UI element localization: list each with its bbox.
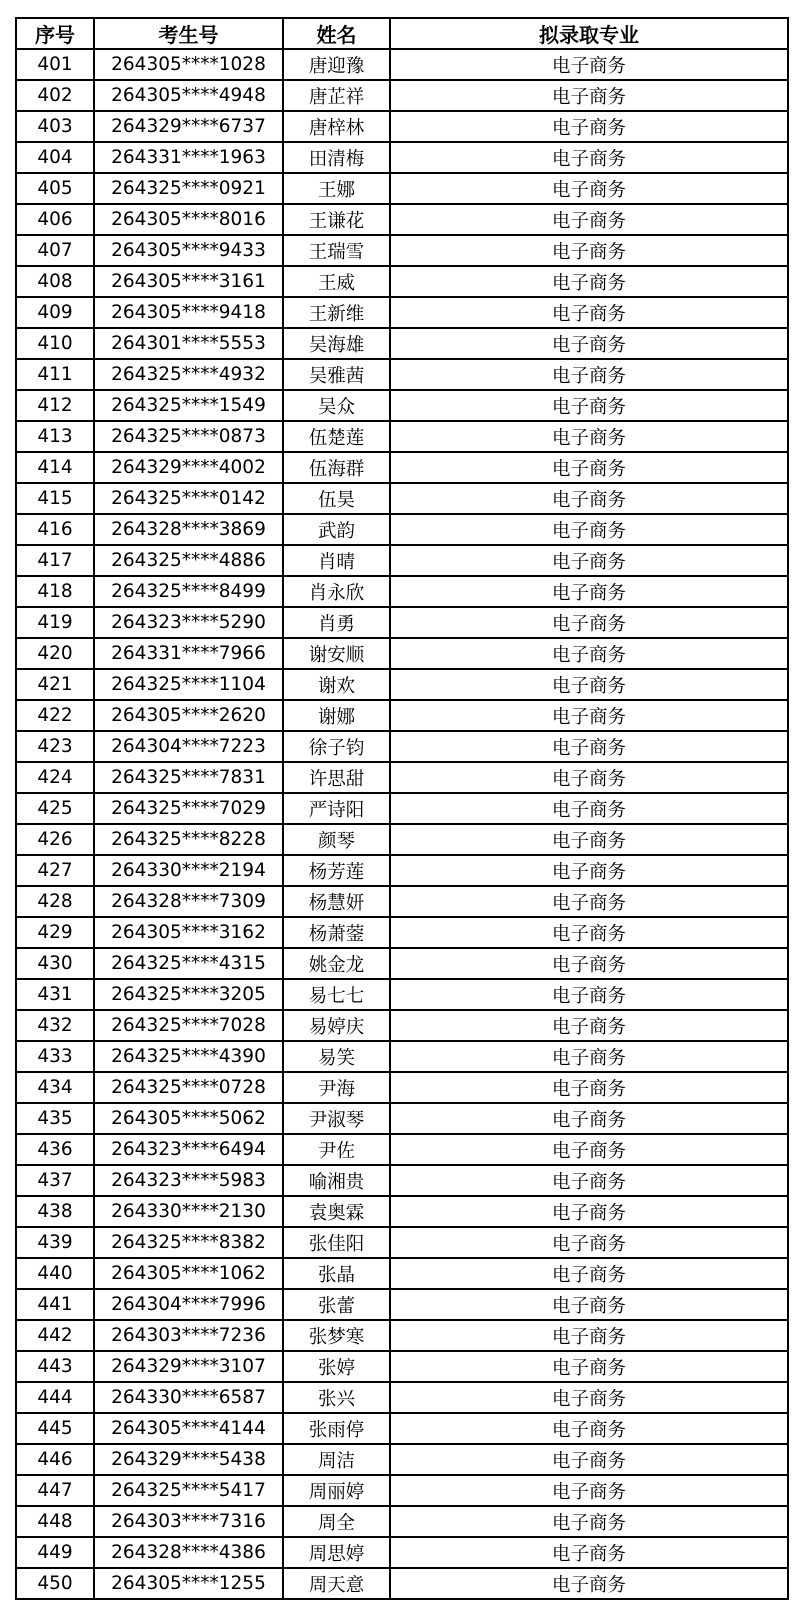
cell-candidate-number: 264303****7316 [94,1506,283,1537]
header-name: 姓名 [283,18,390,49]
cell-serial-number: 420 [16,638,94,669]
cell-candidate-number: 264305****1028 [94,49,283,80]
cell-candidate-number: 264305****4948 [94,80,283,111]
table-row [16,1413,788,1444]
cell-candidate-number: 264305****3162 [94,917,283,948]
table-body [16,49,788,1599]
cell-candidate-number: 264329****4002 [94,452,283,483]
cell-name: 张雨停 [283,1413,390,1444]
cell-candidate-number: 264328****3869 [94,514,283,545]
cell-name: 吴众 [283,390,390,421]
cell-admitted-major: 电子商务 [390,1568,788,1599]
cell-serial-number: 418 [16,576,94,607]
table-row [16,1072,788,1103]
cell-admitted-major: 电子商务 [390,1196,788,1227]
table-row [16,824,788,855]
cell-serial-number: 446 [16,1444,94,1475]
cell-admitted-major: 电子商务 [390,917,788,948]
cell-serial-number: 404 [16,142,94,173]
table-row [16,855,788,886]
cell-admitted-major: 电子商务 [390,886,788,917]
cell-admitted-major: 电子商务 [390,297,788,328]
cell-name: 杨萧蓥 [283,917,390,948]
cell-name: 周丽婷 [283,1475,390,1506]
table-row [16,793,788,824]
table-row [16,1134,788,1165]
cell-candidate-number: 264325****4886 [94,545,283,576]
table-row [16,173,788,204]
cell-admitted-major: 电子商务 [390,948,788,979]
cell-candidate-number: 264325****8382 [94,1227,283,1258]
cell-candidate-number: 264323****6494 [94,1134,283,1165]
cell-admitted-major: 电子商务 [390,1537,788,1568]
cell-name: 张蕾 [283,1289,390,1320]
cell-candidate-number: 264325****0921 [94,173,283,204]
cell-admitted-major: 电子商务 [390,1320,788,1351]
cell-admitted-major: 电子商务 [390,979,788,1010]
table-row [16,266,788,297]
cell-admitted-major: 电子商务 [390,1258,788,1289]
cell-serial-number: 410 [16,328,94,359]
cell-name: 周洁 [283,1444,390,1475]
cell-admitted-major: 电子商务 [390,204,788,235]
cell-name: 许思甜 [283,762,390,793]
table-row [16,886,788,917]
cell-serial-number: 445 [16,1413,94,1444]
cell-serial-number: 401 [16,49,94,80]
cell-serial-number: 427 [16,855,94,886]
table-row [16,1258,788,1289]
cell-candidate-number: 264325****5417 [94,1475,283,1506]
table-row [16,1568,788,1599]
cell-name: 张晶 [283,1258,390,1289]
cell-name: 王娜 [283,173,390,204]
table-row [16,1103,788,1134]
cell-admitted-major: 电子商务 [390,793,788,824]
cell-admitted-major: 电子商务 [390,1506,788,1537]
cell-serial-number: 403 [16,111,94,142]
cell-serial-number: 425 [16,793,94,824]
cell-serial-number: 447 [16,1475,94,1506]
cell-admitted-major: 电子商务 [390,824,788,855]
admission-table [15,17,789,1600]
table-row [16,1289,788,1320]
cell-serial-number: 402 [16,80,94,111]
table-row [16,1196,788,1227]
cell-serial-number: 422 [16,700,94,731]
cell-candidate-number: 264325****1104 [94,669,283,700]
table-row [16,545,788,576]
cell-name: 周天意 [283,1568,390,1599]
cell-serial-number: 440 [16,1258,94,1289]
cell-serial-number: 415 [16,483,94,514]
cell-candidate-number: 264323****5983 [94,1165,283,1196]
cell-name: 张婷 [283,1351,390,1382]
table-row [16,111,788,142]
table-row [16,483,788,514]
table-row [16,1475,788,1506]
table-row [16,1506,788,1537]
cell-name: 张佳阳 [283,1227,390,1258]
cell-admitted-major: 电子商务 [390,669,788,700]
cell-name: 尹佐 [283,1134,390,1165]
cell-candidate-number: 264325****7028 [94,1010,283,1041]
cell-serial-number: 433 [16,1041,94,1072]
table-row [16,1444,788,1475]
table-row [16,452,788,483]
cell-serial-number: 436 [16,1134,94,1165]
table-row [16,762,788,793]
cell-candidate-number: 264305****2620 [94,700,283,731]
cell-admitted-major: 电子商务 [390,1289,788,1320]
table-row [16,359,788,390]
cell-serial-number: 435 [16,1103,94,1134]
cell-name: 严诗阳 [283,793,390,824]
table-row [16,979,788,1010]
cell-name: 王新维 [283,297,390,328]
cell-admitted-major: 电子商务 [390,545,788,576]
table-row [16,1537,788,1568]
table-row [16,1010,788,1041]
table-row [16,514,788,545]
cell-admitted-major: 电子商务 [390,359,788,390]
cell-name: 肖永欣 [283,576,390,607]
cell-admitted-major: 电子商务 [390,1010,788,1041]
cell-admitted-major: 电子商务 [390,1041,788,1072]
cell-candidate-number: 264325****4932 [94,359,283,390]
cell-admitted-major: 电子商务 [390,1351,788,1382]
cell-candidate-number: 264305****5062 [94,1103,283,1134]
table-row [16,328,788,359]
table-row [16,1227,788,1258]
cell-admitted-major: 电子商务 [390,111,788,142]
cell-admitted-major: 电子商务 [390,142,788,173]
cell-candidate-number: 264325****0728 [94,1072,283,1103]
cell-candidate-number: 264328****7309 [94,886,283,917]
cell-candidate-number: 264325****8499 [94,576,283,607]
cell-name: 姚金龙 [283,948,390,979]
cell-serial-number: 426 [16,824,94,855]
cell-candidate-number: 264305****1255 [94,1568,283,1599]
cell-serial-number: 449 [16,1537,94,1568]
cell-candidate-number: 264330****6587 [94,1382,283,1413]
cell-name: 伍海群 [283,452,390,483]
cell-admitted-major: 电子商务 [390,514,788,545]
cell-name: 颜琴 [283,824,390,855]
cell-admitted-major: 电子商务 [390,576,788,607]
cell-name: 肖晴 [283,545,390,576]
cell-serial-number: 439 [16,1227,94,1258]
cell-candidate-number: 264330****2130 [94,1196,283,1227]
cell-name: 王威 [283,266,390,297]
cell-admitted-major: 电子商务 [390,80,788,111]
cell-admitted-major: 电子商务 [390,49,788,80]
cell-admitted-major: 电子商务 [390,390,788,421]
cell-name: 唐梓林 [283,111,390,142]
cell-candidate-number: 264325****1549 [94,390,283,421]
cell-candidate-number: 264329****6737 [94,111,283,142]
cell-name: 伍昊 [283,483,390,514]
header-row [16,18,788,49]
cell-candidate-number: 264330****2194 [94,855,283,886]
cell-serial-number: 429 [16,917,94,948]
cell-name: 易婷庆 [283,1010,390,1041]
table-row [16,948,788,979]
cell-name: 尹淑琴 [283,1103,390,1134]
cell-admitted-major: 电子商务 [390,607,788,638]
cell-serial-number: 412 [16,390,94,421]
cell-candidate-number: 264303****7236 [94,1320,283,1351]
cell-admitted-major: 电子商务 [390,1165,788,1196]
cell-serial-number: 424 [16,762,94,793]
cell-serial-number: 414 [16,452,94,483]
cell-name: 喻湘贵 [283,1165,390,1196]
cell-candidate-number: 264301****5553 [94,328,283,359]
cell-admitted-major: 电子商务 [390,1103,788,1134]
cell-serial-number: 450 [16,1568,94,1599]
cell-admitted-major: 电子商务 [390,452,788,483]
cell-serial-number: 407 [16,235,94,266]
table-row [16,204,788,235]
cell-serial-number: 430 [16,948,94,979]
cell-candidate-number: 264305****9418 [94,297,283,328]
cell-admitted-major: 电子商务 [390,638,788,669]
cell-admitted-major: 电子商务 [390,1134,788,1165]
table-row [16,607,788,638]
cell-candidate-number: 264325****7831 [94,762,283,793]
cell-name: 王谦花 [283,204,390,235]
cell-name: 武韵 [283,514,390,545]
cell-admitted-major: 电子商务 [390,328,788,359]
cell-candidate-number: 264325****4390 [94,1041,283,1072]
table-row [16,669,788,700]
cell-name: 谢安顺 [283,638,390,669]
cell-name: 张梦寒 [283,1320,390,1351]
cell-candidate-number: 264329****3107 [94,1351,283,1382]
cell-admitted-major: 电子商务 [390,1413,788,1444]
cell-name: 吴雅茜 [283,359,390,390]
cell-admitted-major: 电子商务 [390,1444,788,1475]
cell-serial-number: 423 [16,731,94,762]
table-row [16,421,788,452]
table-row [16,1382,788,1413]
cell-serial-number: 419 [16,607,94,638]
table-row [16,638,788,669]
cell-serial-number: 408 [16,266,94,297]
cell-serial-number: 434 [16,1072,94,1103]
cell-candidate-number: 264331****7966 [94,638,283,669]
cell-admitted-major: 电子商务 [390,173,788,204]
cell-candidate-number: 264305****8016 [94,204,283,235]
cell-candidate-number: 264325****7029 [94,793,283,824]
header-serial-number: 序号 [16,18,94,49]
cell-admitted-major: 电子商务 [390,483,788,514]
cell-serial-number: 406 [16,204,94,235]
admission-list-sheet [15,17,789,1600]
cell-serial-number: 431 [16,979,94,1010]
table-row [16,297,788,328]
cell-serial-number: 448 [16,1506,94,1537]
cell-name: 谢欢 [283,669,390,700]
cell-candidate-number: 264304****7223 [94,731,283,762]
cell-serial-number: 442 [16,1320,94,1351]
cell-name: 伍楚莲 [283,421,390,452]
cell-serial-number: 411 [16,359,94,390]
table-header [16,18,788,49]
cell-name: 徐子钧 [283,731,390,762]
cell-name: 谢娜 [283,700,390,731]
table-row [16,390,788,421]
cell-admitted-major: 电子商务 [390,266,788,297]
cell-admitted-major: 电子商务 [390,762,788,793]
cell-candidate-number: 264325****0873 [94,421,283,452]
table-row [16,1165,788,1196]
table-row [16,700,788,731]
cell-serial-number: 409 [16,297,94,328]
cell-candidate-number: 264305****9433 [94,235,283,266]
cell-serial-number: 416 [16,514,94,545]
cell-candidate-number: 264329****5438 [94,1444,283,1475]
cell-serial-number: 432 [16,1010,94,1041]
cell-candidate-number: 264328****4386 [94,1537,283,1568]
cell-admitted-major: 电子商务 [390,235,788,266]
cell-serial-number: 441 [16,1289,94,1320]
table-row [16,917,788,948]
table-row [16,80,788,111]
cell-name: 杨慧妍 [283,886,390,917]
cell-name: 张兴 [283,1382,390,1413]
header-candidate-number: 考生号 [94,18,283,49]
cell-admitted-major: 电子商务 [390,421,788,452]
cell-serial-number: 417 [16,545,94,576]
cell-admitted-major: 电子商务 [390,1382,788,1413]
cell-name: 袁奥霖 [283,1196,390,1227]
cell-candidate-number: 264331****1963 [94,142,283,173]
cell-serial-number: 437 [16,1165,94,1196]
cell-candidate-number: 264305****4144 [94,1413,283,1444]
cell-serial-number: 428 [16,886,94,917]
cell-serial-number: 405 [16,173,94,204]
cell-serial-number: 444 [16,1382,94,1413]
cell-serial-number: 421 [16,669,94,700]
cell-serial-number: 438 [16,1196,94,1227]
table-row [16,49,788,80]
cell-name: 易七七 [283,979,390,1010]
cell-admitted-major: 电子商务 [390,1475,788,1506]
cell-admitted-major: 电子商务 [390,1072,788,1103]
cell-name: 杨芳莲 [283,855,390,886]
cell-candidate-number: 264325****4315 [94,948,283,979]
cell-candidate-number: 264304****7996 [94,1289,283,1320]
header-admitted-major: 拟录取专业 [390,18,788,49]
table-row [16,142,788,173]
cell-candidate-number: 264325****8228 [94,824,283,855]
cell-admitted-major: 电子商务 [390,855,788,886]
table-row [16,576,788,607]
table-row [16,1041,788,1072]
cell-serial-number: 443 [16,1351,94,1382]
cell-name: 田清梅 [283,142,390,173]
cell-name: 唐迎豫 [283,49,390,80]
cell-name: 王瑞雪 [283,235,390,266]
cell-admitted-major: 电子商务 [390,700,788,731]
cell-name: 唐芷祥 [283,80,390,111]
cell-name: 易笑 [283,1041,390,1072]
cell-name: 周思婷 [283,1537,390,1568]
table-row [16,1320,788,1351]
cell-candidate-number: 264323****5290 [94,607,283,638]
cell-candidate-number: 264305****3161 [94,266,283,297]
cell-admitted-major: 电子商务 [390,1227,788,1258]
cell-name: 周全 [283,1506,390,1537]
cell-serial-number: 413 [16,421,94,452]
cell-name: 肖勇 [283,607,390,638]
cell-candidate-number: 264305****1062 [94,1258,283,1289]
cell-candidate-number: 264325****3205 [94,979,283,1010]
table-row [16,235,788,266]
cell-name: 尹海 [283,1072,390,1103]
cell-admitted-major: 电子商务 [390,731,788,762]
table-row [16,1351,788,1382]
table-row [16,731,788,762]
cell-name: 吴海雄 [283,328,390,359]
cell-candidate-number: 264325****0142 [94,483,283,514]
